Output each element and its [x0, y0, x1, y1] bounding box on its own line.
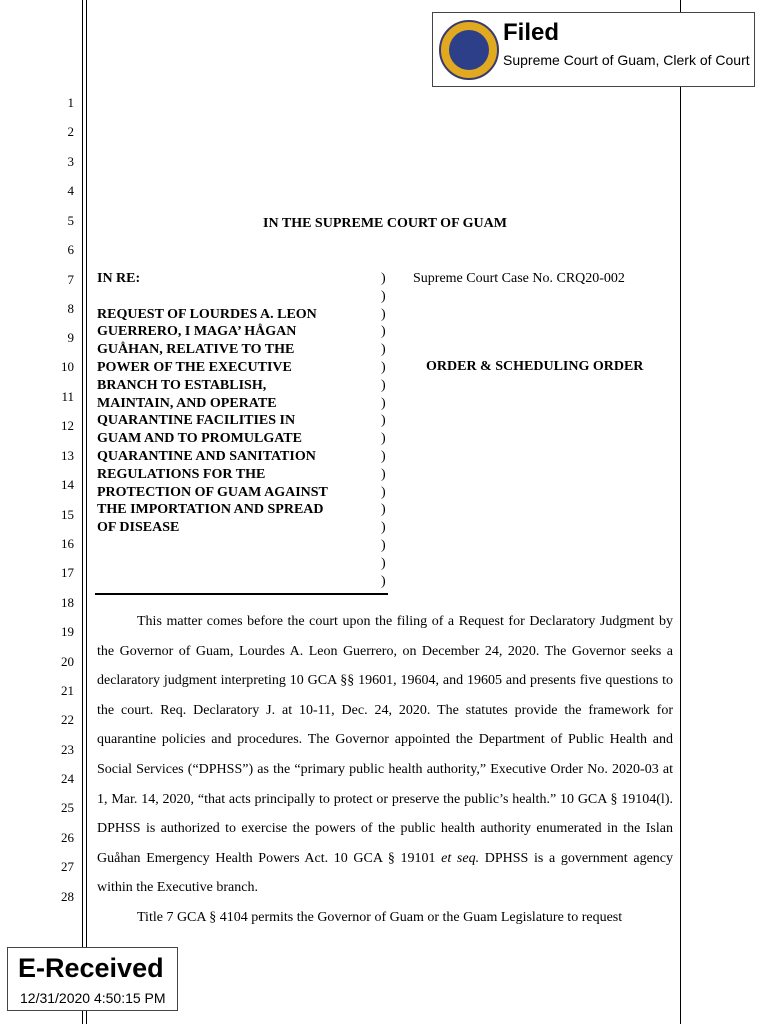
order-body	[97, 607, 673, 933]
caption-paren: )	[381, 359, 386, 375]
caption-paren: )	[381, 395, 386, 411]
caption-paren: )	[381, 448, 386, 464]
request-line: REGULATIONS FOR THE	[97, 466, 266, 482]
line-number: 1	[67, 95, 74, 110]
caption-paren: )	[381, 342, 386, 358]
caption-paren: )	[381, 271, 386, 286]
caption-paren: )	[381, 537, 386, 553]
caption-paren: )	[381, 484, 386, 500]
line-number: 26	[61, 830, 74, 845]
left-margin-rule-inner	[86, 0, 87, 1024]
line-number: 5	[67, 213, 74, 228]
right-margin-rule	[680, 0, 681, 1024]
filed-stamp	[432, 12, 755, 87]
line-number: 12	[61, 418, 74, 433]
body-paragraph: Title 7 GCA § 4104 permits the Governor of Guam or the Guam Legislature to request	[137, 909, 623, 925]
request-line: GUERRERO, I MAGA’ HÅGAN	[97, 324, 297, 340]
line-number: 13	[61, 448, 74, 463]
line-number: 7	[67, 272, 74, 287]
line-number: 16	[61, 536, 74, 551]
line-number: 24	[61, 771, 74, 786]
court-heading: IN THE SUPREME COURT OF GUAM	[263, 216, 507, 231]
request-line: OF DISEASE	[97, 520, 180, 536]
case-number: Supreme Court Case No. CRQ20-002	[413, 271, 625, 286]
line-number: 25	[61, 800, 74, 815]
caption-paren: )	[381, 502, 386, 518]
line-number: 14	[61, 477, 74, 492]
caption-rule	[95, 593, 388, 595]
line-number: 3	[67, 154, 74, 169]
caption-paren: )	[381, 306, 386, 322]
line-number: 21	[61, 683, 74, 698]
request-line: POWER OF THE EXECUTIVE	[97, 359, 292, 375]
request-line: REQUEST OF LOURDES A. LEON	[97, 306, 317, 322]
caption-paren: )	[381, 520, 386, 536]
line-number: 4	[67, 183, 74, 198]
caption-paren: )	[381, 413, 386, 429]
line-number: 11	[61, 389, 74, 404]
line-number: 2	[67, 124, 74, 139]
line-number: 28	[61, 889, 74, 904]
line-number: 9	[67, 330, 74, 345]
line-number: 22	[61, 712, 74, 727]
request-line: THE IMPORTATION AND SPREAD	[97, 502, 324, 518]
caption-paren: )	[381, 466, 386, 482]
filed-stamp-subtitle: Supreme Court of Guam, Clerk of Court	[503, 52, 750, 68]
court-seal-icon	[439, 20, 499, 80]
caption-paren: )	[381, 555, 386, 571]
request-line: QUARANTINE FACILITIES IN	[97, 413, 296, 429]
line-number: 17	[61, 565, 74, 580]
caption-paren: )	[381, 324, 386, 340]
body-paragraph	[97, 607, 673, 903]
line-number: 23	[61, 742, 74, 757]
caption-paren: )	[381, 288, 386, 304]
e-received-timestamp: 12/31/2020 4:50:15 PM	[20, 990, 166, 1006]
request-line: BRANCH TO ESTABLISH,	[97, 377, 267, 393]
request-line: GUAM AND TO PROMULGATE	[97, 431, 302, 447]
line-number: 8	[67, 301, 74, 316]
caption-paren: )	[381, 377, 386, 393]
order-title: ORDER & SCHEDULING ORDER	[426, 359, 644, 374]
paragraph-text: This matter comes before the court upon the filing of a Request for Declaratory Judgment by the Governor of Guam, Lourdes A. Leon Guerrero, on December 24, 2020. The Governor seeks a declaratory judgment interpreting 10 GCA §§ 19601, 19604, and 19605 and presents five questions to the court. Req. Declaratory J. at 10-11, Dec. 24, 2020. The statutes provide the framework for quarantine policies and procedures. The Governor appointed the Department of Public Health and Social Services (“DPHSS”) as the “primary public health authority,” Executive Order No. 2020-03 at 1, Mar. 14, 2020, “that acts principally to protect or preserve the public’s health.” 10 GCA § 19104(l). DPHSS is authorized to exercise the powers of the public health authority enumerated in the Islan Guåhan Emergency Health Powers Act. 10 GCA § 19101	[97, 614, 673, 866]
italic-citation: et seq.	[441, 850, 480, 866]
left-margin-rule-outer	[82, 0, 83, 1024]
request-line: PROTECTION OF GUAM AGAINST	[97, 484, 328, 500]
line-number: 10	[61, 359, 74, 374]
caption-paren-column	[381, 270, 386, 590]
line-number: 18	[61, 595, 74, 610]
request-line: GUÅHAN, RELATIVE TO THE	[97, 342, 295, 358]
request-line: QUARANTINE AND SANITATION	[97, 448, 316, 464]
paragraph-text: DPHSS is a government agency within the Executive branch.	[97, 850, 673, 896]
line-number: 15	[61, 507, 74, 522]
caption-paren: )	[381, 573, 386, 589]
line-number: 19	[61, 624, 74, 639]
e-received-stamp	[7, 947, 178, 1011]
e-received-title: E-Received	[18, 953, 164, 983]
line-number: 6	[67, 242, 74, 257]
caption-paren: )	[381, 431, 386, 447]
request-line: MAINTAIN, AND OPERATE	[97, 395, 277, 411]
in-re-label: IN RE:	[97, 271, 141, 286]
line-number: 20	[61, 654, 74, 669]
case-caption	[97, 270, 367, 537]
line-number: 27	[61, 859, 74, 874]
filed-stamp-title: Filed	[503, 19, 560, 46]
